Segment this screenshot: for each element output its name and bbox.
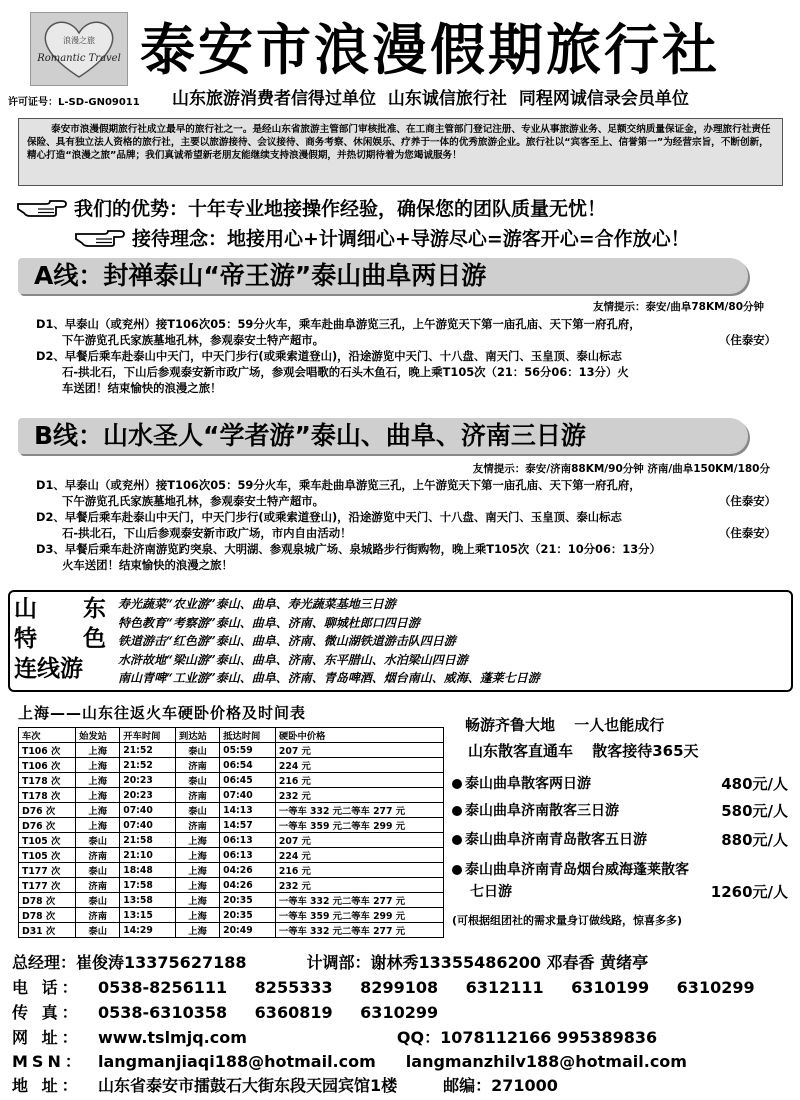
table-row <box>19 923 444 938</box>
table-cell: 上海 <box>76 758 120 773</box>
table-cell: 上海 <box>76 803 120 818</box>
table-row <box>19 743 444 758</box>
col-price: 硬卧中价格 <box>275 728 443 743</box>
advantage-text: 我们的优势：十年专业地接操作经验，确保您的团队质量无忧！ <box>74 197 607 220</box>
table-cell: 一等车 332 元二等车 277 元 <box>275 893 443 908</box>
slogan-2: 山东散客直通车 散客接待365天 <box>468 742 699 760</box>
table-row <box>19 878 444 893</box>
table-row <box>19 773 444 788</box>
label-char-2: 东 <box>83 596 106 622</box>
special-tour-item: 特色教育“考察游”泰山、曲阜、济南、聊城杜郎口四日游 <box>118 615 420 630</box>
address-value: 山东省泰安市擂鼓石大街东段天园宾馆1楼 <box>98 1076 398 1095</box>
table-cell: 20:23 <box>120 788 176 803</box>
fax-label: 传 真： <box>12 1003 82 1022</box>
phone-value: 0538-8256111 8255333 8299108 6312111 6310199 6310299 <box>98 978 755 997</box>
package-name-cont: 七日游 <box>470 884 512 900</box>
table-cell: 04:26 <box>220 863 276 878</box>
table-cell: 21:52 <box>120 743 176 758</box>
package-price: 480元/人 <box>721 775 788 793</box>
table-header-row <box>19 728 444 743</box>
package-row <box>452 829 788 849</box>
table-cell: 224 元 <box>275 758 443 773</box>
package-name: 泰山曲阜济南青岛散客五日游 <box>465 832 647 848</box>
route-b-d1-text: 下午游览孔氏家族墓地孔林，参观泰安土特产超市。 <box>62 494 324 508</box>
table-cell: D31 次 <box>19 923 76 938</box>
package-row <box>452 773 788 793</box>
table-cell: 20:23 <box>120 773 176 788</box>
table-cell: 泰山 <box>176 743 220 758</box>
table-cell: 上海 <box>76 773 120 788</box>
table-cell: 一等车 332 元二等车 277 元 <box>275 803 443 818</box>
table-row <box>19 758 444 773</box>
route-a-d2-cont: 石-拱北石，下山后参观泰安新市政广场，参观会唱歌的石头木鱼石，晚上乘T105次（21：56分06：13分）火 <box>62 365 629 379</box>
table-cell: T177 次 <box>19 863 76 878</box>
contact-msn-row <box>12 1049 687 1072</box>
advantage-row <box>16 192 606 222</box>
table-cell: 泰山 <box>76 833 120 848</box>
table-cell: 05:59 <box>220 743 276 758</box>
table-cell: 上海 <box>76 818 120 833</box>
route-a-d1-cont <box>36 332 776 348</box>
route-b-tip: 友情提示：泰安/济南88KM/90分钟 济南/曲阜150KM/180分 <box>472 463 770 475</box>
table-cell: 207 元 <box>275 743 443 758</box>
license-number: 许可证号：L-SD-GN09011 <box>8 97 140 108</box>
table-cell: 13:15 <box>120 908 176 923</box>
table-cell: 07:40 <box>120 803 176 818</box>
table-cell: 济南 <box>176 788 220 803</box>
route-b-d3: D3、早餐后乘车赴济南游览趵突泉、大明湖、参观泉城广场、泉城路步行街购物，晚上乘T105次（21：10分06：13分） <box>36 542 661 556</box>
slogan-1: 畅游齐鲁大地 一人也能成行 <box>465 716 665 734</box>
route-a-tip: 友情提示：泰安/曲阜78KM/80分钟 <box>593 301 764 313</box>
route-b-d1-cont <box>36 493 776 509</box>
table-cell: 泰山 <box>76 863 120 878</box>
col-dest: 到达站 <box>176 728 220 743</box>
table-cell: 216 元 <box>275 863 443 878</box>
table-cell: D76 次 <box>19 818 76 833</box>
col-depart: 开车时间 <box>120 728 176 743</box>
contact-address-row <box>12 1073 558 1096</box>
package-price: 580元/人 <box>721 802 788 820</box>
table-cell: 上海 <box>176 848 220 863</box>
special-tour-item: 寿光蔬菜“农业游”泰山、曲阜、寿光蔬菜基地三日游 <box>118 597 396 611</box>
web-label: 网 址： <box>12 1028 82 1047</box>
bullet-icon <box>452 806 462 816</box>
table-cell: D78 次 <box>19 893 76 908</box>
table-row <box>19 803 444 818</box>
bullet-icon <box>452 779 462 789</box>
web-value[interactable]: www.tslmjq.com <box>98 1028 247 1047</box>
table-cell: 07:40 <box>120 818 176 833</box>
intro-paragraph: 泰安市浪漫假期旅行社成立最早的旅行社之一。是经山东省旅游主管部门审核批准、在工商主管部门登记注册、专业从事旅游业务、足额交纳质量保证金，办理旅行社责任保险、具有独立法人资格的旅行社，主要以旅游接待、会议接待、商务考察、休闲娱乐、疗养于一体的优秀旅游企业。旅行社以“宾客至上、信誉第一”为经营宗旨，不断创新，精心打造“浪漫之旅”品牌；我们真诚希望新老朋友能继续支持浪漫假期，并热切期待着为您竭诚服务！ <box>18 118 783 186</box>
table-cell: 济南 <box>76 848 120 863</box>
table-row <box>19 788 444 803</box>
route-b-d2: D2、早餐后乘车赴泰山中天门，中天门步行(或乘索道登山)，沿途游览中天门、十八盘、南天门、玉皇顶、泰山标志 <box>36 510 622 524</box>
table-cell: 21:10 <box>120 848 176 863</box>
table-cell: T178 次 <box>19 788 76 803</box>
table-cell: 232 元 <box>275 788 443 803</box>
package-name: 泰山曲阜济南青岛烟台威海蓬莱散客 <box>465 862 689 878</box>
table-cell: 泰山 <box>176 803 220 818</box>
contact-web-row <box>12 1025 657 1048</box>
table-cell: 07:40 <box>220 788 276 803</box>
route-b-d1: D1、早泰山（或兖州）接T106次05：59分火车，乘车赴曲阜游览三孔，上午游览天下第一庙孔庙、天下第一府孔府， <box>36 478 641 492</box>
table-cell: 上海 <box>76 788 120 803</box>
route-b-banner: B线：山水圣人“学者游”泰山、曲阜、济南三日游 <box>18 418 748 454</box>
table-cell: 14:57 <box>220 818 276 833</box>
table-row <box>19 893 444 908</box>
company-title: 泰安市浪漫假期旅行社 <box>140 18 721 82</box>
table-cell: 济南 <box>176 758 220 773</box>
table-cell: 232 元 <box>275 878 443 893</box>
train-table-body <box>19 743 444 938</box>
route-a-banner: A线：封禅泰山“帝王游”泰山曲阜两日游 <box>18 258 748 294</box>
table-cell: 一等车 359 元二等车 299 元 <box>275 818 443 833</box>
table-cell: 上海 <box>76 743 120 758</box>
table-cell: 20:49 <box>220 923 276 938</box>
address-label: 地 址： <box>12 1076 82 1095</box>
special-tours-label <box>14 594 114 688</box>
route-b-d2-cont <box>36 525 776 541</box>
manager-value: 崔俊涛13375627188 <box>76 953 247 972</box>
label-char-4: 色 <box>83 626 106 652</box>
table-row <box>19 863 444 878</box>
table-cell: 18:48 <box>120 863 176 878</box>
table-cell: 17:58 <box>120 878 176 893</box>
table-row <box>19 848 444 863</box>
train-table <box>18 727 444 938</box>
msn-value-2[interactable]: langmanzhilv188@hotmail.com <box>405 1052 687 1071</box>
table-cell: T178 次 <box>19 773 76 788</box>
table-cell: 上海 <box>176 893 220 908</box>
philosophy-text: 接待理念：地接用心+计调细心+导游尽心=游客开心=合作放心！ <box>132 227 690 250</box>
fax-value: 0538-6310358 6360819 6310299 <box>98 1003 439 1022</box>
table-cell: 泰山 <box>176 773 220 788</box>
route-b-d1-stay: （住泰安） <box>719 494 776 508</box>
pointing-hand-icon <box>74 226 126 248</box>
table-cell: 06:13 <box>220 833 276 848</box>
table-cell: 06:13 <box>220 848 276 863</box>
bullet-icon <box>452 865 462 875</box>
package-name: 泰山曲阜济南散客三日游 <box>465 803 619 819</box>
table-cell: 上海 <box>176 863 220 878</box>
route-a-itinerary <box>36 316 776 396</box>
table-cell: 224 元 <box>275 848 443 863</box>
table-cell: 济南 <box>176 818 220 833</box>
philosophy-row <box>74 222 690 252</box>
table-cell: 04:26 <box>220 878 276 893</box>
table-cell: 济南 <box>76 878 120 893</box>
table-cell: T106 次 <box>19 758 76 773</box>
label-char-3: 特 <box>14 626 37 652</box>
table-cell: 06:54 <box>220 758 276 773</box>
table-cell: 上海 <box>176 833 220 848</box>
table-cell: 13:58 <box>120 893 176 908</box>
contact-fax-row <box>12 1000 438 1023</box>
package-name: 泰山曲阜散客两日游 <box>465 776 591 792</box>
route-b-d3-cont: 火车送团！结束愉快的浪漫之旅！ <box>62 558 233 572</box>
table-cell: D78 次 <box>19 908 76 923</box>
table-cell: 济南 <box>76 908 120 923</box>
package-row <box>452 800 788 820</box>
contact-phone-row <box>12 975 755 998</box>
train-table-title: 上海——山东往返火车硬卧价格及时间表 <box>18 704 307 722</box>
table-cell: T105 次 <box>19 833 76 848</box>
table-cell: 216 元 <box>275 773 443 788</box>
company-logo <box>30 12 128 86</box>
table-cell: T177 次 <box>19 878 76 893</box>
bullet-icon <box>452 835 462 845</box>
col-train: 车次 <box>19 728 76 743</box>
table-row <box>19 908 444 923</box>
route-a-d1-text: 下午游览孔氏家族墓地孔林，参观泰安土特产超市。 <box>62 333 324 347</box>
table-cell: 207 元 <box>275 833 443 848</box>
custom-note: (可根据组团社的需求量身订做线路，惊喜多多) <box>452 914 683 927</box>
table-cell: 20:35 <box>220 908 276 923</box>
table-cell: 上海 <box>176 923 220 938</box>
special-tour-item: 水浒故地“梁山游”泰山、曲阜、济南、东平腊山、水泊梁山四日游 <box>118 652 468 667</box>
qq-value: QQ：1078112166 995389836 <box>396 1028 658 1047</box>
logo-text-top: 浪漫之旅 <box>63 36 95 45</box>
package-price: 880元/人 <box>721 831 788 849</box>
msn-value-1[interactable]: langmanjiaqi188@hotmail.com <box>98 1052 376 1071</box>
table-cell: 14:13 <box>220 803 276 818</box>
msn-label: MSN： <box>12 1052 85 1071</box>
postcode-value: 邮编：271000 <box>443 1076 558 1095</box>
package-price: 1260元/人 <box>710 883 788 901</box>
table-cell: 上海 <box>176 908 220 923</box>
route-a-d1: D1、早泰山（或兖州）接T106次05：59分火车，乘车赴曲阜游览三孔，上午游览天下第一庙孔庙、天下第一府孔府， <box>36 317 641 331</box>
contact-manager-row <box>12 950 648 973</box>
table-cell: T105 次 <box>19 848 76 863</box>
pointing-hand-icon <box>16 196 68 218</box>
manager-label: 总经理： <box>12 953 77 972</box>
route-b-d2-text: 石-拱北石，下山后参观泰安新市政广场，市内自由活动！ <box>62 526 352 540</box>
table-cell: 泰山 <box>76 923 120 938</box>
table-cell: T106 次 <box>19 743 76 758</box>
logo-text-script: Romantic Travel <box>37 53 121 64</box>
table-cell: 21:52 <box>120 758 176 773</box>
package-row-cont <box>470 881 788 901</box>
special-tour-item: 铁道游击“红色游”泰山、曲阜、济南、微山湖铁道游击队四日游 <box>118 634 456 648</box>
table-cell: 21:58 <box>120 833 176 848</box>
table-cell: 一等车 332 元二等车 277 元 <box>275 923 443 938</box>
table-cell: 06:45 <box>220 773 276 788</box>
table-cell: 泰山 <box>76 893 120 908</box>
route-a-d1-stay: （住泰安） <box>719 333 776 347</box>
dispatcher-label: 计调部： <box>306 953 371 972</box>
label-char-5: 连线游 <box>14 656 83 682</box>
route-b-itinerary <box>36 477 776 573</box>
special-tours-list <box>118 595 540 688</box>
phone-label: 电 话： <box>12 978 82 997</box>
table-row <box>19 833 444 848</box>
label-char-1: 山 <box>14 596 37 622</box>
route-b-d2-stay: （住泰安） <box>719 526 776 540</box>
table-cell: 上海 <box>176 878 220 893</box>
route-a-d2: D2、早餐后乘车赴泰山中天门，中天门步行(或乘索道登山)，沿途游览中天门、十八盘、南天门、玉皇顶、泰山标志 <box>36 349 622 363</box>
special-tour-item: 南山青啤“工业游”泰山、曲阜、济南、青岛啤酒、烟台南山、威海、蓬莱七日游 <box>118 671 540 685</box>
credentials: 山东旅游消费者信得过单位 山东诚信旅行社 同程网诚信录会员单位 <box>172 89 689 109</box>
route-a-d2-end: 车送团！结束愉快的浪漫之旅！ <box>62 381 222 395</box>
dispatcher-value: 谢林秀13355486200 邓春香 黄绪亭 <box>370 953 649 972</box>
table-cell: 一等车 359 元二等车 299 元 <box>275 908 443 923</box>
table-cell: D76 次 <box>19 803 76 818</box>
package-row <box>452 859 788 879</box>
table-row <box>19 818 444 833</box>
table-cell: 20:35 <box>220 893 276 908</box>
table-cell: 14:29 <box>120 923 176 938</box>
col-origin: 始发站 <box>76 728 120 743</box>
col-arrive: 抵达时间 <box>220 728 276 743</box>
